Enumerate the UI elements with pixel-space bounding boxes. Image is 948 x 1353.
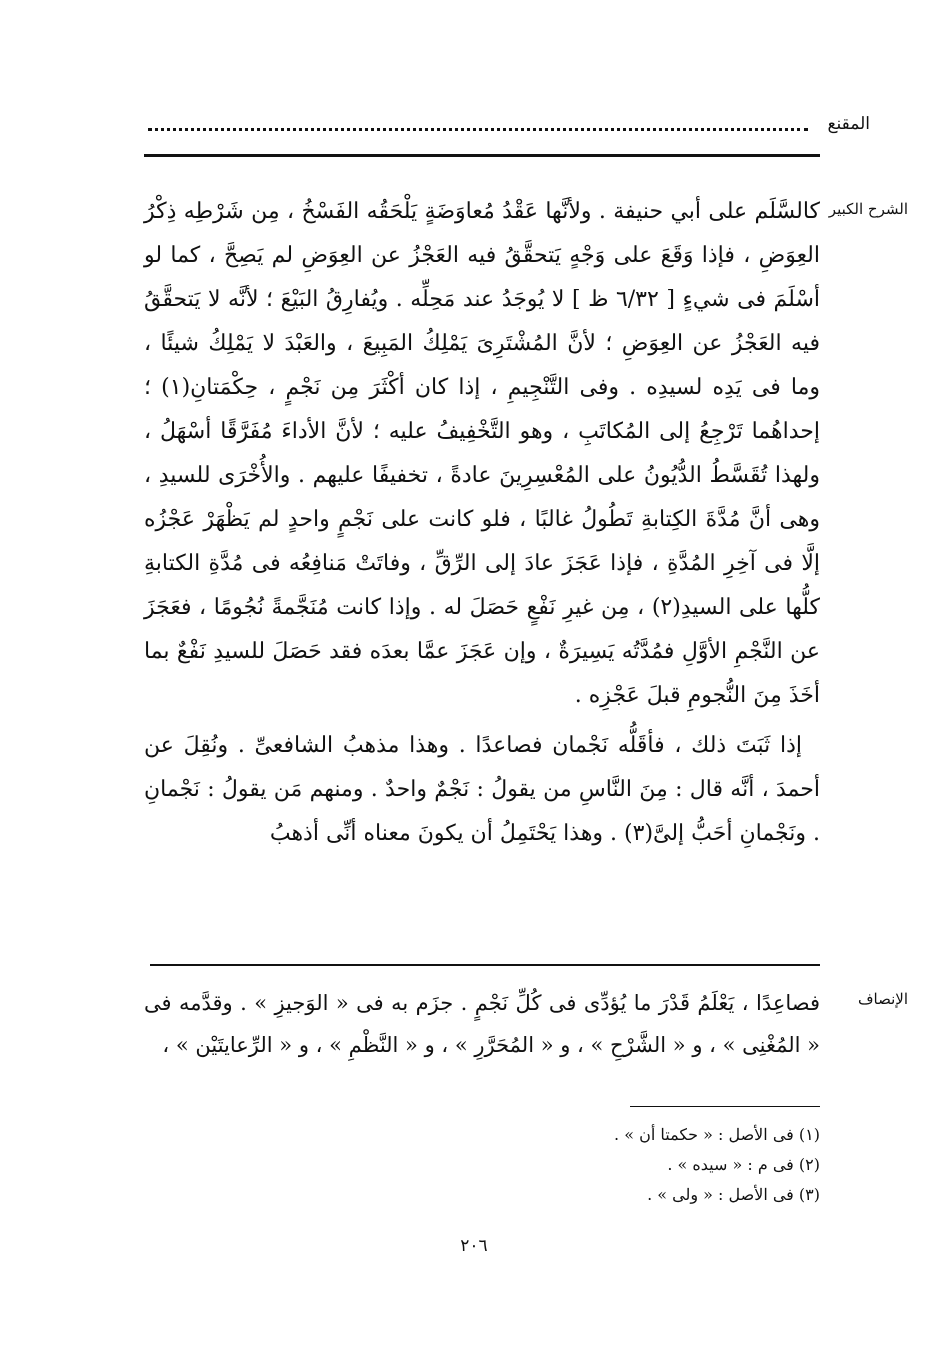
footnote-3: (٣) فى الأصل : « ولى » .	[647, 1185, 820, 1204]
running-title: المقنع	[827, 114, 870, 134]
insaf-paragraph: فصاعِدًا ، يَعْلَمُ قَدْرَ ما يُؤدِّى فى كُلِّ نَجْمٍ . جزَم به فى « الوَجيزِ » . وقدَّمه فى « المُغْنِى » ، و « الشَّرْحِ » ، و « المُحَرَّرِ » ، و « النَّظْمِ » ، و « الرِّعايتَيْن » ،	[144, 991, 820, 1057]
header-dotted-leader	[148, 128, 808, 131]
side-label-insaf: الإنصاف	[857, 990, 908, 1008]
side-label-sharh: الشرح الكبير	[828, 200, 908, 218]
main-text-block	[144, 190, 820, 856]
header-rule	[144, 154, 820, 157]
main-paragraph-2: إذا ثَبَتَ ذلك ، فأقَلُّه نَجْمان فصاعدًا . وهذا مذهبُ الشافعىِّ . ونُقِلَ عن أحمدَ ، أنَّه قال : مِنَ النَّاسِ من يقولُ : نَجْمٌ واحدٌ . ومنهم مَن يقولُ : نَجْمانِ . ونَجْمانِ أحَبُّ إلىَّ(٣) . وهذا يَحْتَمِلُ أن يكونَ معناه أنِّى أذهبُ	[144, 733, 820, 846]
footnote-1: (١) فى الأصل : « حكمتا أن » .	[614, 1125, 820, 1144]
section-divider	[150, 964, 820, 966]
insaf-text-block	[144, 982, 820, 1066]
footnote-rule	[630, 1106, 820, 1107]
footnote-2: (٢) فى م : « سيده » .	[667, 1155, 820, 1174]
main-paragraph-1: كالسَّلَم على أبي حنيفة . ولأنَّها عَقْدُ مُعاوَضَةٍ يَلْحَقُه الفَسْخُ ، مِن شَرْطِه ذِكْرُ العِوَضِ ، فإذا وَقَعَ على وَجْهٍ يَتحقَّقُ فيه العَجْزُ عن العِوَضِ لم يَصِحَّ ، كما لو أسْلَمَ فى شيءٍ [ ٦/٣٢ ظ ] لا يُوجَدُ عند مَحِلِّه . ويُفارِقُ البَيْعَ ؛ لأنَّه لا يَتحقَّقُ فيه العَجْزُ عن العِوَضِ ؛ لأنَّ المُشْتَرِىَ يَمْلِكُ المَبِيعَ ، والعَبْدَ لا يَمْلِكُ شيئًا ، وما فى يَدِه لسيدِه . وفى التَّنْجِيمِ ، إذا كان أكْثَرَ مِن نَجْمٍ ، حِكْمَتانِ(١) ؛ إحداهُما تَرْجِعُ إلى المُكاتَبِ ، وهو التَّخْفِيفُ عليه ؛ لأنَّ الأداءَ مُفَرَّقًا أسْهَلُ ، ولهذا تُقَسَّطُ الدُّيُونُ على المُعْسِرِينَ عادةً ، تخفيفًا عليهم . والأُخْرَى للسيدِ ، وهى أنَّ مُدَّةَ الكِتابةِ تَطُولُ غالبًا ، فلو كانت على نَجْمٍ واحدٍ لم يَظْهَرْ عَجْزُه إلَّا فى آخِرِ المُدَّةِ ، فإذا عَجَزَ عادَ إلى الرِّقِّ ، وفاتَتْ مَنافِعُه فى مُدَّةِ الكتابةِ كلُّها على السيدِ(٢) ، مِن غيرِ نَفْعٍ حَصَلَ له . وإذا كانت مُنَجَّمةً نُجُومًا ، فعَجَزَ عن النَّجْمِ الأوَّلِ فمُدَّتُه يَسِيرَةٌ ، وإن عَجَزَ عمَّا بعدَه فقد حَصَلَ للسيدِ نَفْعٌ بما أخَذَ مِنَ النُّجومِ قبلَ عَجْزِه .	[144, 199, 820, 708]
footnotes	[320, 1120, 820, 1210]
page-number: ٢٠٦	[460, 1236, 488, 1256]
